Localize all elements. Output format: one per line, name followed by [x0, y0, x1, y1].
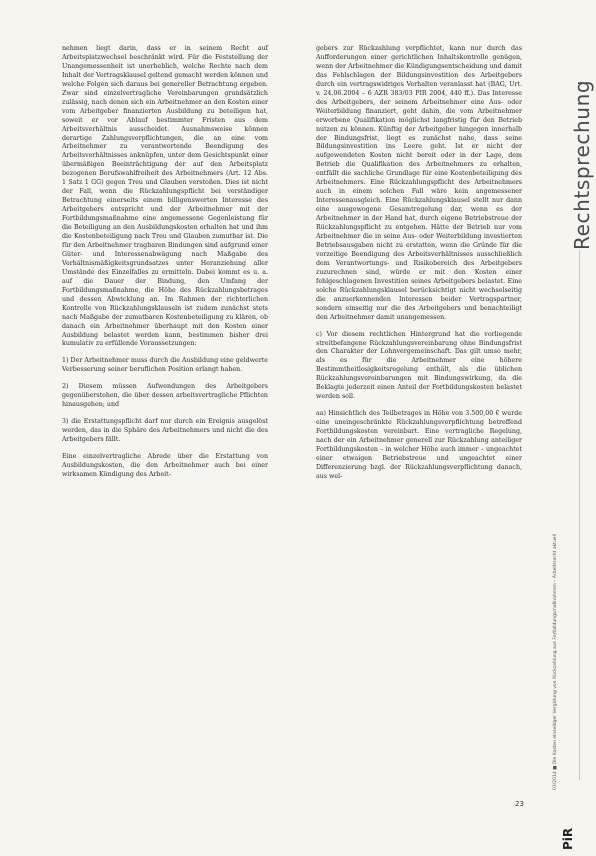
paragraph: 3) die Erstattungspflicht darf nur durch ein Ereignis ausgelöst werden, das in die Sphäre des Arbeitnehmers und nicht die des Arbeitgebers fällt. — [62, 418, 268, 444]
left-text-column — [62, 45, 268, 480]
paragraph: gebers zur Rückzahlung verpflichtet, kann nur durch das Aufforderungen einer gerichtlichen Inhaltskontrolle genügen, wenn der Arbeitnehmer die Kündigungsentscheidung und damit das Fehlschlagen der Bildungsinvestition des Arbeitgebers durch ein vertragswidriges Verhalten veranlasst hat (BAG, Urt. v. 24.06.2004 – 6 AZR 383/03 PIR 2004, 440 ff.). Das Interesse des Arbeitgebers, der seinem Arbeitnehmer eine Aus- oder Weiterbildung finanziert, geht dahin, die vom Arbeitnehmer erworbene Qualifikation möglichst langfristig für den Betrieb nutzen zu können. Künftig der Arbeitgeber hingegen innerhalb der Bindungsfrist, liegt es zunächst nahe, dass seine Bildungsinvestition ins Leere geht. Ist er nicht der aufgewendeten Kosten nicht bereit oder in der Lage, dem Betrieb die Qualifikation des Arbeitnehmers zu erhalten, entfällt die sachliche Grundlage für eine Kostenbeteiligung des Arbeitnehmers. Eine Rückzahlungspflicht des Arbeitnehmers auch in einem solchen Fall wäre kein angemessener Interessenausgleich. Eine Rückzahlungsklausel stellt nur dann eine ausgewogene Gesamtregelung dar, wenn es der Arbeitnehmer in der Hand hat, durch eigene Betriebstreue der Rückzahlungspflicht zu entgehen. Hätte der Betrieb nur vom Arbeitnehmer die in seine Aus- oder Weiterbildung investierten Betriebsausgaben nicht zu erstatten, wenn die Gründe für die vorzeitige Beendigung des Arbeitsverhältnisses ausschließlich dem Verantwortungs- und Risikobereich des Arbeitgebers zuzurechnen sind, würde er mit den Kosten einer fehlgeschlagenen Investition seines Arbeitgebers belastet. Eine solche Rückzahlungsklausel berücksichtigt nicht wechselseitig die anzuerkennenden Interessen beider Vertragspartner, sondern einseitig nur die des Arbeitgebers und benachteiligt den Arbeitnehmer damit unangemessen. — [316, 45, 522, 321]
section-title — [542, 50, 592, 250]
paragraph: c) Vor diesem rechtlichen Hintergrund hat die vorliegende streitbefangene Rückzahlungsvereinbarung ohne Bindungsfrist den Charakter der Lohnvergemeinschaft. Das gilt umso mehr, als es für die Arbeitnehmer eine höhere Bestimmtheitlosigkeitsregelung enthält, als die üblichen Rückzahlungsvereinbarungen mit Bindungswirkung, da die Beklagte jederzeit einen Anteil der Fortbildungskosten belastet werden soll. — [316, 330, 522, 401]
paragraph: nehmen liegt darin, dass er in seinem Recht auf Arbeitsplatzwechsel beschränkt wird. Für die Feststellung der Unangemessenheit ist unerheblich, welche Rechte nach dem Inhalt der Vertragsklausel geltend gemacht werden können und welche Folgen sich daraus bei genereller Betrachtung ergeben. Zwar sind einzelvertragliche Vereinbarungen grundsätzlich zulässig, nach denen sich ein Arbeitnehmer an den Kosten einer vom Arbeitgeber finanzierten Ausbildung zu beteiligen hat, soweit er vor Ablauf bestimmter Fristen aus dem Arbeitsverhältnis ausscheidet. Ausnahmsweise können derartige Zahlungsverpflichtungen, die an eine vom Arbeitnehmer zu verantwortende Beendigung des Arbeitsverhältnisses anknüpfen, unter dem Gesichtspunkt einer übermäßigen Beeinträchtigung der auf den Arbeitsplatz bezogenen Berufswahlfreiheit des Arbeitnehmers (Art. 12 Abs. 1 Satz 1 GG) gegen Treu und Glauben verstoßen. Dies ist nicht der Fall, wenn die Rückzahlungspflicht bei verständiger Betrachtung einerseits einem billigenswerten Interesse des Arbeitgebers entspricht und der Arbeitnehmer mit der Fortbildungsmaßnahme eine angemessene Gegenleistung für die Beteiligung an den Ausbildungskosten erhalten hat und ihm die Kostenbeteiligung nach Treu und Glauben zumutbar ist. Die für den Arbeitnehmer tragbaren Bindungen sind aufgrund einer Güter- und Interessenabwägung nach Maßgabe des Verhältnismäßigkeitsgrundsatzes unter Heranziehung aller Umstände des Einzelfalles zu ermitteln. Dabei kommt es u. a. auf die Dauer der Bindung, den Umfang der Fortbildungsmaßnahme, die Höhe des Rückzahlungsbetrages und dessen Abwicklung an. Im Rahmen der richterlichen Kontrolle von Rückzahlungsklauseln ist zudem zunächst stets nach Maßgabe der zumutbaren Kostenbeteiligung zu klären, ob danach ein Arbeitnehmer überhaupt mit den Kosten einer Ausbildung belastet werden kann, bestimmen bisher drei kumulativ zu erfüllende Voraussetzungen: — [62, 45, 268, 348]
paragraph: 2) Diesem müssen Aufwendungen des Arbeitgebers gegenüberstehen, die über dessen arbeitsvertragliche Pflichten hinausgehen; und — [62, 383, 268, 409]
right-text-column — [316, 45, 522, 482]
paragraph: aa) Hinsichtlich des Teilbetrages in Höhe von 3.500,00 € wurde eine uneingeschränkte Rückzahlungsverpflichtung betreffend Fortbildungskosten vereinbart. Eine vertragliche Regelung, nach der ein Arbeitnehmer generell zur Rückzahlung anteiliger Fortbildungskosten – in welcher Höhe auch immer – ungeachtet einer etwaigen Betriebstreue und ungeachtet einer Differenzierung bzgl. der Rückzahlungsverpflichtung danach, aus wel- — [316, 410, 522, 480]
running-footer-text: 03/2014 ■ Die Kosten einseitiger Vergütung von Rückzahlung aus Fortbildungsmaßnahmen – Arbeitsrecht aktuell — [553, 533, 558, 790]
running-footer — [548, 533, 578, 791]
journal-logo-text: PiR — [561, 827, 575, 850]
paragraph: 1) Der Arbeitnehmer muss durch die Ausbildung eine geldwerte Verbesserung seiner beruflichen Position erlangt haben. — [62, 357, 268, 374]
page-number: 23 — [515, 800, 524, 808]
paragraph: Eine einzelvertragliche Abrede über die Erstattung von Ausbildungskosten, die den Arbeitnehmer auch bei einer wirksamen Kündigung des Arbeit- — [62, 453, 268, 478]
sidebar-divider — [579, 250, 580, 780]
section-title-text: Rechtsprechung — [570, 79, 594, 250]
journal-logo — [558, 820, 578, 856]
